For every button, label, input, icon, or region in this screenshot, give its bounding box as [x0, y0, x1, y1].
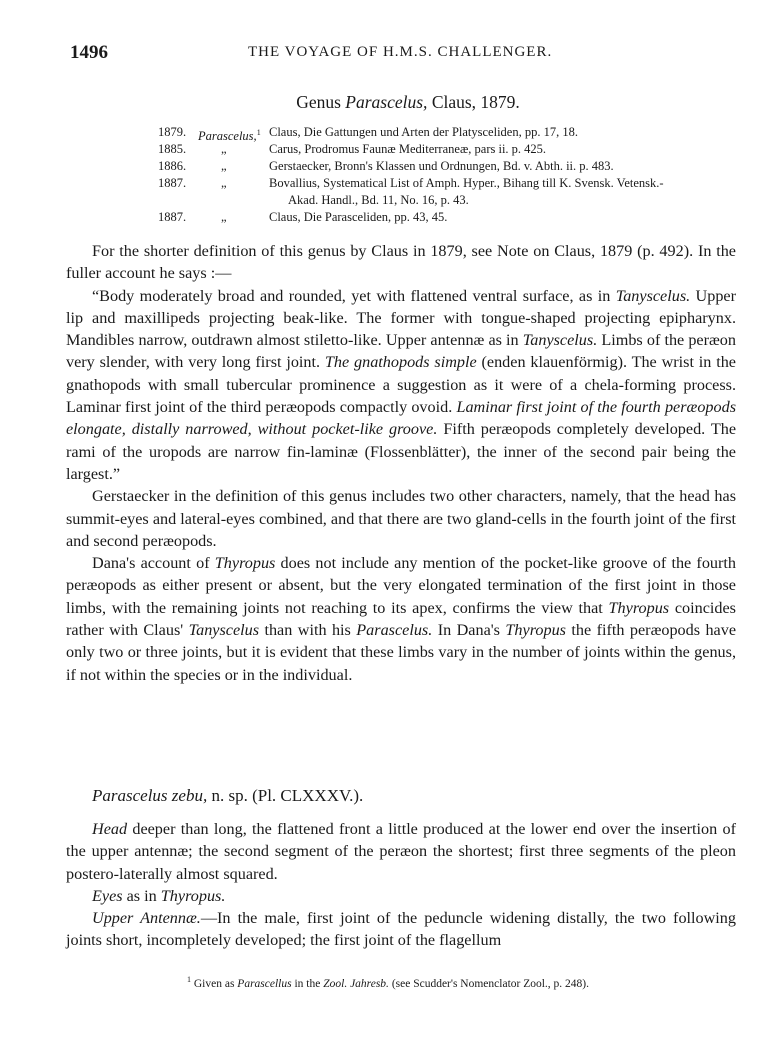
paragraph: Dana's account of Thyropus does not include any mention of the pocket-like groove of the fourth peræopods as either present or absent, but the very elongated termination of the first joint in those limbs, with the remaining joints not reaching to its apex, confirms the view that Thyropus coincides rather with Claus' Tanyscelus than with his Parascelus. In Dana's Thyropus the fifth peræopods have only two or three joints, but it is evident that these limbs vary in the number of joints within the genus, if not within the species or in the individual.: [66, 554, 737, 684]
reference-text: Claus, Die Parasceliden, pp. 43, 45.: [269, 210, 448, 224]
footnote-ref: 1: [256, 128, 261, 137]
reference-text: Claus, Die Gattungen und Arten der Platysceliden, pp. 17, 18.: [269, 125, 578, 139]
reference-text: Akad. Handl., Bd. 11, No. 16, p. 43.: [288, 193, 469, 207]
ditto-mark: „: [221, 176, 227, 190]
ditto-mark: „: [221, 142, 227, 156]
reference-entry: [158, 209, 748, 226]
reference-year: 1885.: [158, 142, 187, 156]
page-number: 1496: [70, 42, 108, 63]
running-title: THE VOYAGE OF H.M.S. CHALLENGER.: [248, 44, 553, 60]
ditto-mark: „: [221, 210, 227, 224]
reference-entry: [158, 175, 748, 192]
reference-year: 1887.: [158, 176, 187, 190]
paragraph-upper-antennae: Upper Antennæ.—In the male, first joint of the peduncle widening distally, the two following joints short, incompletely developed; the first joint of the flagellum: [66, 909, 736, 950]
reference-year: 1879.: [158, 125, 187, 139]
species-heading: [92, 786, 363, 806]
reference-entry: [158, 141, 748, 158]
genus-prefix: Genus: [296, 92, 346, 112]
genus-name: Parascelus,: [345, 92, 428, 112]
reference-year: 1886.: [158, 159, 187, 173]
reference-entry: [158, 124, 748, 144]
main-text: [66, 240, 736, 686]
reference-entry: [158, 158, 748, 175]
ditto-mark: „: [221, 159, 227, 173]
reference-text: Gerstaecker, Bronn's Klassen und Ordnungen, Bd. v. Abth. ii. p. 483.: [269, 159, 614, 173]
genus-heading: [0, 92, 776, 113]
paragraph-eyes: Eyes as in Thyropus.: [92, 886, 226, 905]
reference-year: 1887.: [158, 210, 187, 224]
reference-entry-continuation: [158, 192, 748, 209]
footnote: $^1$ Given as Parascellus in the Zool. Jahresb. (see Scudder's Nomenclator Zool., p. 248).: [186, 975, 590, 990]
species-name: Parascelus zebu,: [92, 786, 208, 805]
species-plate: n. sp. (Pl. CLXXXV.).: [207, 786, 364, 805]
genus-suffix: Claus, 1879.: [427, 92, 520, 112]
paragraph-quote: “Body moderately broad and rounded, yet with flattened ventral surface, as in Tanyscelus. Upper lip and maxillipeds projecting beak-like. The former with tongue-shaped projecting epipharynx. Mandibles narrow, outdrawn almost stiletto-like. Upper antennæ as in Tanyscelus. Limbs of the peræon very slender, with very long first joint. The gnathopods simple (enden klauenförmig). The wrist in the gnathopods with small tubercular prominence a suggestion as it were of a chela-forming process. Laminar first joint of the third peræopods compactly ovoid. Laminar first joint of the fourth peræopods elongate, distally narrowed, without pocket-like groove. Fifth peræopods completely developed. The rami of the uropods are narrow fin-laminæ (Flossenblätter), the inner of the second pair being the largest.”: [66, 286, 737, 483]
reference-genus: Parascelus,: [198, 129, 257, 144]
synonymy-list: [158, 124, 748, 226]
species-description: [66, 818, 736, 952]
paragraph: For the shorter definition of this genus by Claus in 1879, see Note on Claus, 1879 (p. 492). In the fuller account he says :—: [66, 242, 736, 283]
paragraph-head: Head deeper than long, the flattened front a little produced at the lower end over the insertion of the upper antennæ; the second segment of the peræon the shortest; first three segments of the pleon postero-laterally almost squared.: [66, 820, 736, 883]
paragraph: Gerstaecker in the definition of this genus includes two other characters, namely, that the head has summit-eyes and lateral-eyes combined, and that there are two gland-cells in the fourth joint of the first and second peræopods.: [66, 487, 736, 550]
reference-text: Carus, Prodromus Faunæ Mediterraneæ, pars ii. p. 425.: [269, 142, 547, 156]
reference-text: Bovallius, Systematical List of Amph. Hyper., Bihang till K. Svensk. Vetensk.-: [269, 176, 664, 190]
